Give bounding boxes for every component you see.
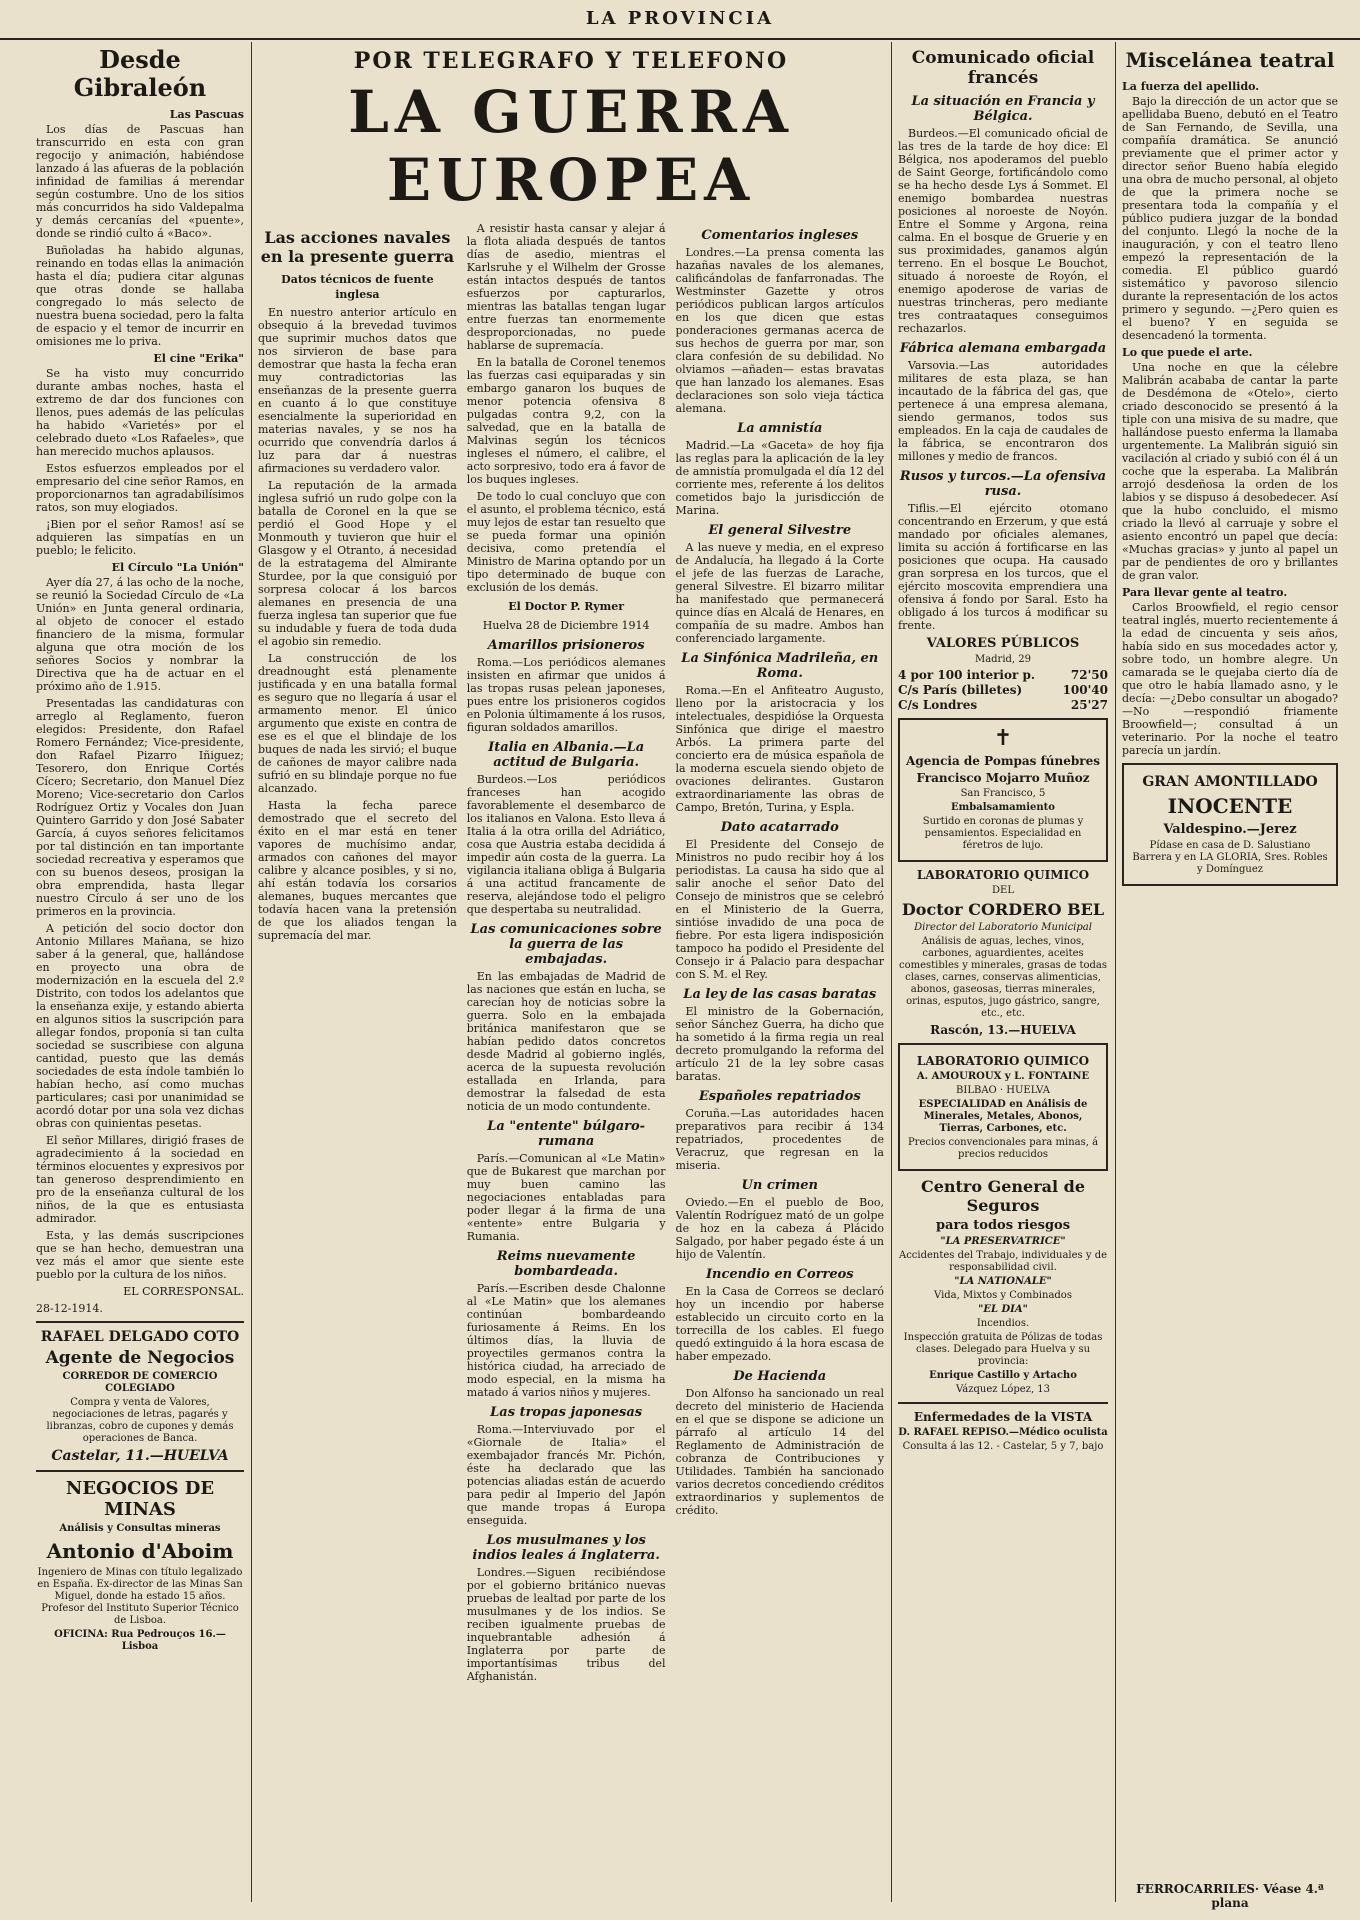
ad-note: Inspección gratuita de Pólizas de todas clases. Delegado para Huelva y su provincia: <box>903 1332 1103 1367</box>
news-heading: El general Silvestre <box>708 523 852 538</box>
cross-icon: ✝ <box>993 726 1013 751</box>
column-guerra <box>252 42 890 1912</box>
news-heading: La amnistía <box>737 421 823 436</box>
valor-label: 4 por 100 interior p. <box>898 668 1036 682</box>
paragraph: Bajo la dirección de un actor que se apellidaba Bueno, debutó en el Teatro de San Fernando, de Sevilla, una compañía dramática. Se anunció previamente que el primer actor y director señor Bueno había elegido una obra de mucho personal, al objeto de que la primera noche se presentara toda la compañía y el público pudiera juzgar de la bondad del conjunto. Llegó la noche de la inauguración, y con el teatro lleno empezó la representación de la comedia. El público guardó sistemático y pavoroso silencio durante la representación de los actos primero y segundo. —¿Pero quien es el bueno? Y en seguida se desencadenó la tormenta. <box>1122 95 1338 342</box>
paragraph: París.—Escriben desde Chalonne al «Le Matin» que los alemanes continúan bombardeando furiosamente á Reims. En los últimos días, la lluvia de proyectiles germanos contra la histórica ciudad, ha arreciado de modo especial, en la misma ha matado á varios niños y mujeres. <box>466 1282 666 1399</box>
paragraph: En nuestro anterior artículo en obsequio á la brevedad tuvimos que suprimir muchos datos que nos sirvieron de base para demostrar que hasta la fecha eran muy contradictorias las enseñanzas de la presente guerra en cuanto á lo que constituye esencialmente la superioridad en materias navales, y se nos ha ocurrido que convendría darlos á luz para dar á nuestras afirmaciones su verdadero valor. <box>258 306 457 475</box>
company-desc: Incendios. <box>976 1318 1030 1329</box>
ad-sub: para todos riesgos <box>935 1218 1071 1233</box>
news-heading: Dato acatarrado <box>720 820 839 835</box>
valor-row <box>898 668 1108 682</box>
ad-title: LABORATORIO QUIMICO <box>916 868 1090 882</box>
guerra-body <box>258 222 884 1687</box>
news-heading: La ley de las casas baratas <box>683 987 877 1002</box>
subheading: El cine "Erika" <box>153 352 244 365</box>
valor-value: 72'50 <box>1070 668 1108 682</box>
ad-desc: Surtido en coronas de plumas y pensamientos. Especialidad en féretros de lujo. <box>922 816 1084 851</box>
column-gibraleon <box>30 42 250 1912</box>
subheading: Lo que puede el arte. <box>1122 346 1253 359</box>
footer-ferrocarriles: FERROCARRILES· Véase 4.ª plana <box>1136 1882 1324 1910</box>
ad-extra: Embalsamamiento <box>951 802 1055 813</box>
paragraph: Ayer día 27, á las ocho de la noche, se reunió la Sociedad Círculo de «La Unión» en Junta general ordinaria, al objeto de conocer el estado financiero de la misma, formular alguna que otra moción de los señores Socios y nombrar la Directiva que ha de actuar en el próximo año de 1.915. <box>36 576 244 693</box>
subheading: La fuerza del apellido. <box>1122 80 1260 93</box>
ad-address: Vázquez López, 13 <box>955 1384 1051 1395</box>
valor-row <box>898 698 1108 712</box>
company-desc: Accidentes del Trabajo, individuales y de responsabilidad civil. <box>898 1250 1108 1273</box>
paragraph: Varsovia.—Las autoridades militares de esta plaza, se han incautado de la fábrica del gas, que pertenece á una empresa alemana, siendo germanos, todos sus empleados. En la caja de caudales de la fábrica, se encontraron dos millones y medio de francos. <box>898 359 1108 463</box>
company-desc: Vida, Mixtos y Combinados <box>934 1290 1072 1301</box>
news-heading: Las comunicaciones sobre la guerra de las embajadas. <box>470 922 662 967</box>
paragraph: Tiflis.—El ejército otomano concentrando en Erzerum, y que está mandado por oficiales alemanes, limita su acción á fortificarse en las posiciones que ocupa. Ha causado gran sorpresa en los turcos, que el ejército moscovita emprendiera una ofensiva á fondo por Saral. Esto ha obligado á los turcos á modificar su frente. <box>898 502 1108 632</box>
paragraph: En la Casa de Correos se declaró hoy un incendio por haberse establecido un circuito corto en la torrecilla de los cables. El fuego quedó extinguido á la hora escasa de haber empezado. <box>675 1285 884 1363</box>
paragraph: Roma.—Interviuvado por el «Giornale de Italia» el exembajador francés Mr. Pichón, éste ha declarado que las potencias aliadas están de acuerdo para pedir al Imperio del Japón que mande tropas á Europa enseguida. <box>466 1423 666 1527</box>
paragraph: París.—Comunican al «Le Matin» que de Bukarest que marchan por muy buen camino las negociaciones entabladas para poder llegar á la firma de una «entente» entre Bulgaria y Rumania. <box>466 1152 666 1243</box>
ad-note: Pídase en casa de D. Salustiano Barrera y en LA GLORIA, Sres. Robles y Domínguez <box>1132 840 1328 875</box>
news-heading: Comentarios ingleses <box>701 228 859 243</box>
paragraph: La construcción de los dreadnought está plenamente justificada y en una batalla formal es seguro que no llegaría á usar el armamento menor. El único argumento que existe en contra de ese es el que el blindaje de los buques de nada les sirvió; el buque de cañones de mayor calibre nada sufrió en su blindaje porque no fue alcanzado. <box>258 652 457 795</box>
paragraph: Madrid.—La «Gaceta» de hoy fija las reglas para la aplicación de la ley de amnistía promulgada el día 12 del corriente mes, referente á los delitos cometidos bajo la jurisdicción de Marina. <box>675 439 884 517</box>
paragraph: A resistir hasta cansar y alejar á la flota aliada después de tantos días de asedio, mientras el Karlsruhe y el Wilhelm der Grosse están intactos después de tantos esfuerzos por capturarlos, mientras las batallas tengan lugar entre fuerzas tan enormemente desproporcionadas, no puede hablarse de supremacía. <box>466 222 666 352</box>
ad-title: Agencia de Pompas fúnebres <box>906 754 1100 768</box>
ad-sub: CORREDOR DE COMERCIO COLEGIADO <box>62 1371 218 1394</box>
ad-name: Francisco Mojarro Muñoz <box>916 771 1090 785</box>
subcolumn-middle <box>467 222 666 1687</box>
paragraph: En las embajadas de Madrid de las naciones que están en lucha, se carecían hoy de noticias sobre la guerra. Solo en la embajada británica manifestaron que se habían pedido datos concretos desde Madrid al gobierno inglés, acerca de la supuesta revolución estallada en Irlanda, para demostrar la falsedad de esta noticia de un modo contundente. <box>466 970 666 1113</box>
news-heading: Fábrica alemana embargada <box>899 341 1107 356</box>
ad-spec: ESPECIALIDAD en Análisis de Minerales, Metales, Abonos, Tierras, Carbones, etc. <box>918 1099 1088 1134</box>
valores-publicos <box>898 636 1108 712</box>
subcolumn-left <box>258 222 457 1687</box>
paragraph: Roma.—En el Anfiteatro Augusto, lleno por la aristocracia y los intelectuales, despidióse la Orquesta Sinfónica que dirige el maestro Arbós. La primera parte del concierto era de música española de la moderna escuela siendo objeto de ovaciones delirantes. Gustaron extraordinariamente las obras de Campo, Bretón, Turina, y Espla. <box>675 684 884 814</box>
paragraph: Estos esfuerzos empleados por el empresario del cine señor Ramos, en proporcionarnos tan agradabilísimos ratos, son muy elogiados. <box>36 462 244 514</box>
ad-line: Agente de Negocios <box>45 1348 235 1368</box>
paragraph: De todo lo cual concluyo que con el asunto, el problema técnico, está muy lejos de estar tan resuelto que se pueda formar una opinión decisiva, como pretendía el Ministro de Marina optando por un tipo determinado de buque con exclusión de los demás. <box>466 490 666 594</box>
valor-row <box>898 683 1108 697</box>
valores-place: Madrid, 29 <box>974 654 1032 665</box>
news-heading: Rusos y turcos.—La ofensiva rusa. <box>899 469 1107 499</box>
paragraph: Carlos Broowfield, el regio censor teatral inglés, muerto recientemente á la edad de cincuenta y seis años, había sido en sus mocedades actor y, sobre todo, un hombre alegre. Un camarada se le quejaba cierto día de que otro le había llamado asno, y le decía: —¿Debo consultar un abogado? —No —respondió friamente Broowfield—; consultad á un veterinario. Por la noche el teatro parecía un jardín. <box>1122 601 1338 757</box>
banner-guerra: LA GUERRA EUROPEA <box>348 78 794 214</box>
ad-sub: Análisis y Consultas mineras <box>59 1523 221 1534</box>
news-heading: Reims nuevamente bombardeada. <box>496 1249 636 1279</box>
ad-name: Antonio d'Aboim <box>46 1539 234 1563</box>
valor-label: C/s Londres <box>898 698 978 712</box>
section-title: Miscelánea teatral <box>1125 48 1335 72</box>
ad-address: San Francisco, 5 <box>960 788 1046 799</box>
paragraph: El ministro de la Gobernación, señor Sánchez Guerra, ha dicho que ha sometido á la firma regia un real decreto promulgando la reforma del artículo 21 de la ley sobre casas baratas. <box>675 1005 884 1083</box>
paragraph: Roma.—Los periódicos alemanes insisten en afirmar que unidos á las tropas rusas pelean japoneses, pues entre los prisioneros cogidos en Polonia últimamente á los rusos, figuran soldados amarillos. <box>466 656 666 734</box>
ad-seguros <box>898 1177 1108 1396</box>
ad-desc: Ingeniero de Minas con título legalizado en España. Ex-director de las Minas San Miguel, donde ha estado 15 años. Profesor del Instituto Superior Técnico de Lisboa. <box>37 1567 243 1626</box>
ad-role: Director del Laboratorio Municipal <box>914 922 1092 933</box>
subheading: El Círculo "La Unión" <box>111 561 244 574</box>
paragraph: Esta, y las demás suscripciones que se han hecho, demuestran una vez más el amor que siente este pueblo por la cultura de los niños. <box>36 1229 244 1281</box>
article-subtitle: Datos técnicos de fuente inglesa <box>281 273 434 301</box>
paragraph: El señor Millares, dirigió frases de agradecimiento á la sociedad en términos elocuentes y expresivos por tan generoso desprendimiento en pro de la enseñanza cultural de los niños, de la que es entusiasta admirador. <box>36 1134 244 1225</box>
paragraph: Presentadas las candidaturas con arreglo al Reglamento, fueron elegidos: Presidente, don Rafael Romero Fernández; Vice-presidente, don Rafael Pizarro Iñiguez; Tesorero, don Enrique Cortés Cícero; Secretario, don Manuel Díez Moreno; Vice-secretario don Carlos Rodríguez Ortiz y Vocales don Juan Quintero Garrido y don José Sabater García, á cuyos señores felicitamos por tal distinción en tan importante sociedad recreativa y esperamos que con su buenos deseos, prosigan la obra emprendida, hasta llegar nuestro Círculo á ser uno de los primeros en la provincia. <box>36 697 244 918</box>
dateline: 28-12-1914. <box>36 1302 103 1315</box>
section-title: Desde Gibraleón <box>73 45 207 102</box>
article-title: Las acciones navales en la presente guerra <box>260 228 455 266</box>
company-name: "LA PRESERVATRICE" <box>940 1236 1066 1247</box>
paragraph: Una noche en que la célebre Malibrán acababa de cantar la parte de Desdémona de «Otelo», cierto criado desconocido se presentó á la tiple con una misiva de su madre, que hallándose puesto enferma la llamaba urgentemente. La Malibrán siguió sin vacilación al criado y subió con él á un coche que la esperaba. La Malibrán arrojó desdeñosa la orden de los labios y se dispuso á desobedecer. Así que la hubo concluido, el mismo criado la llevó al carruaje y sobre el asiento encontró un papel que decía: «Muchas gracias» y junto al papel un par de pendientes de oro y brillantes de gran valor. <box>1122 361 1338 582</box>
ad-title: LABORATORIO QUIMICO <box>916 1054 1090 1068</box>
ad-name: D. RAFAEL REPISO.—Médico oculista <box>898 1427 1108 1438</box>
valor-value: 100'40 <box>1062 683 1108 697</box>
company-name: "LA NATIONALE" <box>954 1276 1052 1287</box>
section-title: Comunicado oficial francés <box>911 48 1095 88</box>
ad-sub: Valdespino.—Jerez <box>1163 822 1297 837</box>
ad-desc: Compra y venta de Valores, negociaciones de letras, pagarés y libranzas, cobro de cupones y demás operaciones de Banca. <box>46 1397 234 1444</box>
ad-title: Centro General de Seguros <box>920 1177 1086 1215</box>
paragraph: Oviedo.—En el pueblo de Boo, Valentín Rodríguez mató de un golpe de hoz en la cabeza á Plácido Salgado, por haber pegado éste á un hijo de Valentín. <box>675 1196 884 1261</box>
paragraph: Buñoladas ha habido algunas, reinando en todas ellas la animación hasta el día; pudiera citar algunas que otras donde se hallaba congregado lo más selecto de nuestra buena sociedad, pero la falta de espacio y el temor de incurrir en omisiones me lo priva. <box>36 244 244 348</box>
signature: EL CORRESPONSAL. <box>123 1285 244 1298</box>
paragraph: ¡Bien por el señor Ramos! así se adquieren las simpatías en un pueblo; le felicito. <box>36 518 244 557</box>
subheading: Para llevar gente al teatro. <box>1122 586 1288 599</box>
paragraph: Se ha visto muy concurrido durante ambas noches, hasta el extremo de dar dos funciones con llenos, pues además de las películas ha habido «Varietés» por el celebrado dueto «Los Rafaeles», que han merecido muchos aplausos. <box>36 367 244 458</box>
paragraph: En la batalla de Coronel tenemos las fuerzas casi equiparadas y sin embargo ganaron los buques de menor potencia ofensiva 8 pulgadas contra 9,2, con la salvedad, que en la batalla de Malvinas según los técnicos ingleses el número, el calibre, el acto sorpresivo, todo era á favor de los buques ingleses. <box>466 356 666 486</box>
paragraph: Londres.—Siguen recibiéndose por el gobierno británico nuevas pruebas de lealtad por parte de los musulmanes y de los indios. Se reciben igualmente pruebas de inquebrantable adhesión á Inglaterra por parte de importantísimas tribus del Afghanistán. <box>466 1566 666 1683</box>
subheading: Las Pascuas <box>169 108 244 121</box>
ad-desc: Análisis de aguas, leches, vinos, carbones, aguardientes, aceites comestibles y minerales, grasas de todas clases, carnes, conservas alimenticias, abonos, gaseosas, tierras minerales, orinas, esputos, jugo gástrico, sangre, etc., etc. <box>899 936 1107 1019</box>
ad-address: Castelar, 11.—HUELVA <box>51 1448 229 1464</box>
ad-names: A. AMOUROUX y L. FONTAINE <box>916 1071 1090 1082</box>
masthead: LA PROVINCIA <box>0 0 1360 40</box>
ad-address: OFICINA: Rua Pedrouços 16.—Lisboa <box>54 1629 226 1652</box>
ad-address: Consulta á las 12. - Castelar, 5 y 7, bajo <box>902 1441 1104 1452</box>
subcolumn-right <box>676 222 884 1687</box>
ad-vista <box>898 1410 1108 1453</box>
news-heading: La "entente" búlgaro-rumana <box>487 1119 646 1149</box>
valor-label: C/s París (billetes) <box>898 683 1023 697</box>
news-heading: La Sinfónica Madrileña, en Roma. <box>681 651 879 681</box>
column-comunicado <box>892 42 1114 1912</box>
paragraph: Don Alfonso ha sancionado un real decreto del ministerio de Hacienda en el que se dispone se adicione un párrafo al artículo 14 del Reglamento de Administración de cobranza de Contribuciones y Utilidades. También ha sancionado varios decretos concediendo créditos extraordinarios y suplementos de crédito. <box>675 1387 884 1517</box>
news-heading: Italia en Albania.—La actitud de Bulgaria. <box>488 740 645 770</box>
news-heading: La situación en Francia y Bélgica. <box>911 94 1095 124</box>
ad-amouroux <box>898 1043 1108 1171</box>
paragraph: Londres.—La prensa comenta las hazañas navales de los alemanes, calificándolas de fanfarronadas. The Westminster Gazette y otros periódicos publican largos artículos en los que dicen que estas ponderaciones germanas acerca de sus hechos de guerra por mar, son clara confesión de su debilidad. No olviamos —añaden— estas bravatas que han lanzado los alemanes. Esas declaraciones son solo vieja táctica alemana. <box>675 246 884 415</box>
ad-del: DEL <box>992 885 1014 896</box>
news-heading: Incendio en Correos <box>705 1267 854 1282</box>
news-heading: Un crimen <box>741 1178 819 1193</box>
valor-value: 25'27 <box>1070 698 1108 712</box>
news-heading: De Hacienda <box>733 1369 827 1384</box>
paragraph: Los días de Pascuas han transcurrido en esta con gran regocijo y animación, habiéndose lanzado á las afueras de la población infinidad de familias á merendar según costumbre. Uno de los sitios más concurridos ha sido Valdepalma y demás cercanías del «puente», donde se rindió culto á «Baco». <box>36 123 244 240</box>
ad-note: Precios convencionales para minas, á precios reducidos <box>907 1137 1099 1160</box>
paragraph: Burdeos.—El comunicado oficial de las tres de la tarde de hoy dice: El Bélgica, nos apoderamos del pueblo de Saint George, fortificándolo como se ha hecho desde Lys á Sommet. El enemigo bombardea nuestras posiciones al noroeste de Noyón. Entre el Somme y Argona, reina calma. En el bosque de Gruerie y en sus proximidades, ganamos algún terreno. En el bosque Le Bouchot, situado á noroeste de Royón, el enemigo apoderose de varias de nuestras trincheras, pero mediante tres contraataques conseguimos rechazarlos. <box>898 127 1108 335</box>
ad-name: RAFAEL DELGADO COTO <box>40 1329 240 1345</box>
divider <box>898 1402 1108 1404</box>
dateline: Huelva 28 de Diciembre 1914 <box>482 619 650 632</box>
ad-address: Rascón, 13.—HUELVA <box>930 1023 1076 1037</box>
ad-name: INOCENTE <box>1167 794 1293 818</box>
signature: El Doctor P. Rymer <box>508 600 625 613</box>
paragraph: La reputación de la armada inglesa sufrió un rudo golpe con la batalla de Coronel en la que se perdió el Good Hope y el Monmouth y tuvieron que huir el Glasgow y el Otranto, á necesidad de la estratagema del Almirante Sturdee, por la que consiguió por sorpresa colocar á los barcos alemanes en presencia de una fuerza inglesa tan superior que fue su indudable y fuera de toda duda el agobio sin remedio. <box>258 479 457 648</box>
divider <box>36 1470 244 1472</box>
ad-title: Enfermedades de la VISTA <box>913 1410 1093 1424</box>
ad-amontillado <box>1122 763 1338 886</box>
ad-delgado <box>36 1329 244 1464</box>
ad-pompas-funebres <box>898 718 1108 862</box>
paragraph: Burdeos.—Los periódicos franceses han acogido favorablemente el desembarco de los italianos en Valona. Esto lleva á Italia á la otra orilla del Adriático, cosa que Austria estaba decidida á impedir aún costa de la guerra. La vigilancia italiana obliga á Bulgaria á una actitud francamente de reserva, alejándose todo el peligro que despertaba su neutralidad. <box>466 773 666 916</box>
paragraph: A petición del socio doctor don Antonio Millares Mañana, se hizo saber á la general, que, hallándose en proyecto una obra de modernización en la escuela del 2.º Distrito, con todos los adelantos que la enseñanza exije, y estando abierta en algunos sitios la suscripción para allegar fondos, proponía si tan culta sociedad se suscribiese con alguna cantidad, puesto que las demás sociedades de esta índole también lo habían hecho, así como muchas particulares; casi por unanimidad se acordó dotar por una sola vez dichas obras con quinientas pesetas. <box>36 922 244 1130</box>
paragraph: Coruña.—Las autoridades hacen preparativos para recibir á 134 repatriados, procedentes de Veracruz, que regresan en la miseria. <box>675 1107 884 1172</box>
ad-title: GRAN AMONTILLADO <box>1142 774 1318 790</box>
news-heading: Amarillos prisioneros <box>487 638 645 653</box>
company-name: "EL DIA" <box>978 1304 1028 1315</box>
paragraph: A las nueve y media, en el expreso de Andalucía, ha llegado á la Corte el jefe de las fuerzas de Larache, general Silvestre. El bizarro militar ha manifestado que permanecerá quince días en Alcalá de Henares, en compañía de su madre. Ambos han conferenciado largamente. <box>675 541 884 645</box>
column-miscelanea <box>1116 42 1344 1912</box>
ad-title: NEGOCIOS DE MINAS <box>65 1478 215 1520</box>
paragraph: El Presidente del Consejo de Ministros no pudo recibir hoy á los periodistas. La causa ha sido que al salir anoche el señor Dato del Consejo de ministros que se celebró en el Ministerio de la Guerra, sintióse invadido de una poca de fiebre. Por esta ligera indisposición tampoco ha podido el Presidente del Consejo ir á Palacio para despachar con S. M. el Rey. <box>675 838 884 981</box>
ad-name: Doctor CORDERO BEL <box>901 900 1105 919</box>
divider <box>36 1321 244 1323</box>
banner-telegrafo: POR TELEGRAFO Y TELEFONO <box>353 48 789 74</box>
news-heading: Los musulmanes y los indios leales á Inglaterra. <box>472 1533 660 1563</box>
ad-aboim <box>36 1478 244 1653</box>
news-heading: Las tropas japonesas <box>490 1405 643 1420</box>
paragraph: Hasta la fecha parece demostrado que el secreto del éxito en el mar está en tener vapores de muchísimo andar, armados con cañones del mayor calibre y alcance posibles, y si no, ahí están todavía los corsarios alemanes, buques mercantes que todavía hacen vana la pretensión de que los aliados tengan la supremacía del mar. <box>258 799 457 942</box>
valores-title: VALORES PÚBLICOS <box>926 636 1080 651</box>
ad-cities: BILBAO · HUELVA <box>956 1085 1050 1096</box>
news-heading: Españoles repatriados <box>698 1089 861 1104</box>
ad-cordero-bel <box>898 868 1108 1037</box>
ad-name: Enrique Castillo y Artacho <box>929 1370 1077 1381</box>
